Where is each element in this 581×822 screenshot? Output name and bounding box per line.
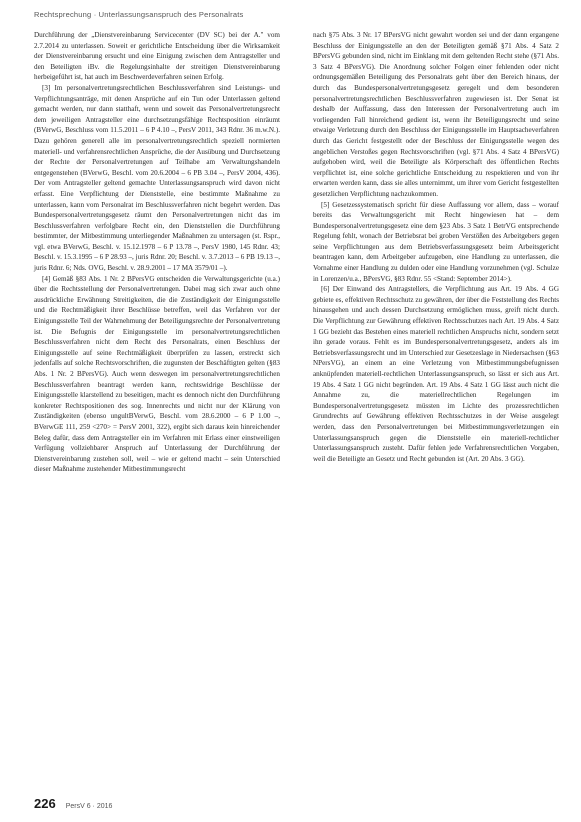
issue-label: PersV 6 · 2016 xyxy=(65,803,113,810)
page-footer xyxy=(34,796,112,811)
left-column xyxy=(34,30,280,475)
running-head: Rechtsprechung · Unterlassungsanspruch des Personalrats xyxy=(34,10,244,19)
paragraph: Durchführung der „Dienstvereinbarung Servicecenter (DV SC) bei der A." vom 2.7.2014 zu unterlassen. Soweit er gerichtliche Entscheidung über die Wirksamkeit der Dienstvereinbarung ersucht und eine Einigung zwischen dem Antragsteller und den Beteiligten iBv. die Regelungsinhalte der streitigen Dienstvereinbarung herbeigeführt ist, hat auch im Beschwerdeverfahren seinen Erfolg. xyxy=(34,31,280,82)
paragraph: [4] Gemäß §83 Abs. 1 Nr. 2 BPersVG entscheiden die Verwaltungsgerichte (u.a.) über die Rechtsstellung der Personalvertretungen. Dabei mag sich zwar auch ohne ausdrückliche Erwähnung Streitigkeiten, die die Zuständigkeit der Einigungsstelle und die Rechtmäßigkeit ihrer Beschlüsse betreffen, weil das Verfahren vor der Einigungsstelle Teil der Wahrnehmung der Beteiligungsrechte der Personalvertretung ist. Die Befugnis der Einigungsstelle im personalvertretungsrechtlichen Beschlussverfahren nicht dem Recht des Personalrats, einen Beschluss der Einigungsstelle auf seine Rechtmäßigkeit überprüfen zu lassen, erstreckt sich jedenfalls auf solche Rechtsvorschriften, die zugunsten der Beschäftigten gelten (§83 Abs. 1 Nr. 2 BPersVG). Auch wenn deswegen im personalvertretungsrechtlichen Beschlussverfahren beantragt werden kann, rechtswidrige Beschlüsse der Einigungsstelle klarstellend zu beseitigen, macht es dennoch nicht den Durchführung konkreter Rechtspositionen des sog. Innenrechts und nicht nur der Klärung von Zuständigkeiten (ebenso ungultBVerwG, Beschl. vom 28.6.2000 – 6 P 1.00 –, BVerwGE 111, 259 <270> = PersV 2001, 322), ergibt sich daraus kein hinreichender Beleg dafür, dass dem Antragsteller ein im Verfahren mit Erlass einer einstweiligen Verfügung vollziehbarer Anspruch auf Unterlassung der Durchführung der Dienstvereinbarung zustehen soll, weil – wie er geltend macht – sein Unterschied dieser Maßnahme zustehender Mitbestimmungsrecht xyxy=(34,274,280,474)
page-number: 226 xyxy=(34,796,56,811)
right-column xyxy=(313,30,559,464)
paragraph: nach §75 Abs. 3 Nr. 17 BPersVG nicht gewahrt worden sei und der dann ergangene Beschluss der Einigungsstelle an den der Beteiligten gemäß §71 Abs. 4 Satz 2 BPersVG gebunden sind, nicht im Einklang mit dem geltenden Recht stehe (§71 Abs. 3 Satz 4 BPersVG). Die Anordnung solcher Folgen einer fehlenden oder nicht ordnungsgemäßen Beteiligung des Personalrats geht über den Bereich hinaus, der durch das Bundespersonalvertretungsgesetz geregelt und dem besonderen personalvertretungsrechtlichen Beschlussverfahren zugewiesen ist. Der Senat ist deshalb der Auffassung, dass den Interessen der Personalvertretung auch im vorliegenden Fall hinreichend gedient ist, wenn ihr Beteiligungsrecht und seine etwaige Verletzung durch den Beschluss der Einigungsstelle im Hauptsacheverfahren durch das Gericht festgestellt oder der Beschluss der Einigungsstelle wegen des angeblichen Verstoßes gegen Rechtsvorschriften (vgl. §71 Abs. 4 Satz 4 BPersVG) aufgehoben wird, weil die Beteiligte als Körperschaft des öffentlichen Rechts verpflichtet ist, eine solche gerichtliche Entscheidung zu respektieren und von ihr erwarten werden kann, dass sie alles unternimmt, um ihrer vom Gericht festgestellten gesetzlichen Verpflichtung nachzukommen. xyxy=(313,31,559,198)
paragraph: [3] Im personalvertretungsrechtlichen Beschlussverfahren sind Leistungs- und Verpflichtungsanträge, mit denen Ansprüche auf ein Tun oder Unterlassen geltend gemacht werden, nur dann statthaft, wenn und soweit das Personalvertretungsrecht dem jeweiligen Antragsteller eine durchsetzungsfähige Rechtsposition einräumt (BVerwG, Beschluss vom 11.5.2011 – 6 P 4.10 –, PersV 2011, 343 Rdnr. 36 m.w.N.). Dazu gehören generell alle im personalvertretungsrechtlich speziell normierten materiell- und verfahrensrechtlichen Ansprüche, die der Ausübung und Durchsetzung der Rechte der Personalvertretungen auf Teilhabe am Verwaltungshandeln entgegenstehen (BVerwG, Beschl. vom 20.6.2004 – 6 PB 3.04 –, PersV 2004, 436). Der vom Antragsteller geltend gemachte Unterlassungsanspruch wird davon nicht erfasst. Eine Verpflichtung der Dienststelle, eine bestimmte Maßnahme zu unterlassen, kann vom Personalrat im Beschlussverfahren nicht begehrt werden. Das Bundespersonalvertretungsgesetz räumt den Personalvertretungen nicht das im Beschlussverfahren verfolgbare Recht ein, den Dienststellen die Durchführung bestimmter, der Mitbestimmung unterliegender Maßnahmen zu untersagen (st. Rspr., vgl. etwa BVerwG, Beschl. v. 15.12.1978 – 6 P 13.78 –, PersV 1980, 145 Rdnr. 43; Beschl. v. 15.3.1995 – 6 P 28.93 –, juris Rdnr. 20; Beschl. v. 3.7.2013 – 6 PB 19.13 –, juris Rdnr. 6; Nds. OVG, Beschl. v. 28.9.2001 – 17 MA 3579/01 –). xyxy=(34,83,280,273)
paragraph: [5] Gesetzessystematisch spricht für diese Auffassung vor allem, dass – worauf bereits das Verwaltungsgericht mit Recht hingewiesen hat – dem Bundespersonalvertretungsgesetz eine dem §23 Abs. 3 Satz 1 BetrVG entsprechende Regelung fehlt, wonach der Betriebsrat bei groben Verstößen des Arbeitgebers gegen seine Verpflichtungen aus dem Betriebsverfassungsgesetz beim Arbeitsgericht beantragen kann, dem Arbeitgeber aufzugeben, eine Handlung zu unterlassen, die Vornahme einer Handlung zu dulden oder eine Handlung vorzunehmen (vgl. Schulze in Lorenzen/u.a., BPersVG, §83 Rdnr. 55 <Stand: September 2014>). xyxy=(313,200,559,283)
paragraph: [6] Der Einwand des Antragstellers, die Verpflichtung aus Art. 19 Abs. 4 GG gebiete es, effektiven Rechtsschutz zu gewähren, der über die Feststellung des Rechts hinausgehen und auch dessen Durchsetzung ermöglichen muss, greift nicht durch. Die Verpflichtung zur Gewährung effektiven Rechtsschutzes nach Art. 19 Abs. 4 Satz 1 GG bezieht das Bestehen eines materiell rechtlichen Anspruchs nicht, sondern setzt ihn gerade voraus. Fehlt es im Bundespersonalvertretungsgesetz, anders als im Betriebsverfassungsrecht und im Unterschied zur Gesetzeslage in Niedersachsen (§63 NPersVG), an einem an eine Verletzung von Mitbestimmungsbefugnissen anknüpfenden materiell-rechtlichen Unterlassungsanspruch, so lässt er sich aus Art. 19 Abs. 4 Satz 1 GG nicht begründen. Art. 19 Abs. 4 Satz 1 GG lässt auch nicht die Annahme zu, die materiellrechtlichen Regelungen im Bundespersonalvertretungsgesetz müssten im Lichte des prozessrechtlichen Grundrechts auf Gewährung effektiven Rechtsschutzes in der Weise ausgelegt werden, dass den Personalvertretungen bei Mitbestimmungsverletzungen ein Unterlassungsanspruch gegen die Dienststelle ein materiell-rechtlicher Unterlassungsanspruch zusteht. Dafür fehlen jede Verfahrensrechtlichen Vorgaben, weil die Beteiligte an Gesetz und Recht gebunden ist (Art. 20 Abs. 3 GG). xyxy=(313,285,559,463)
